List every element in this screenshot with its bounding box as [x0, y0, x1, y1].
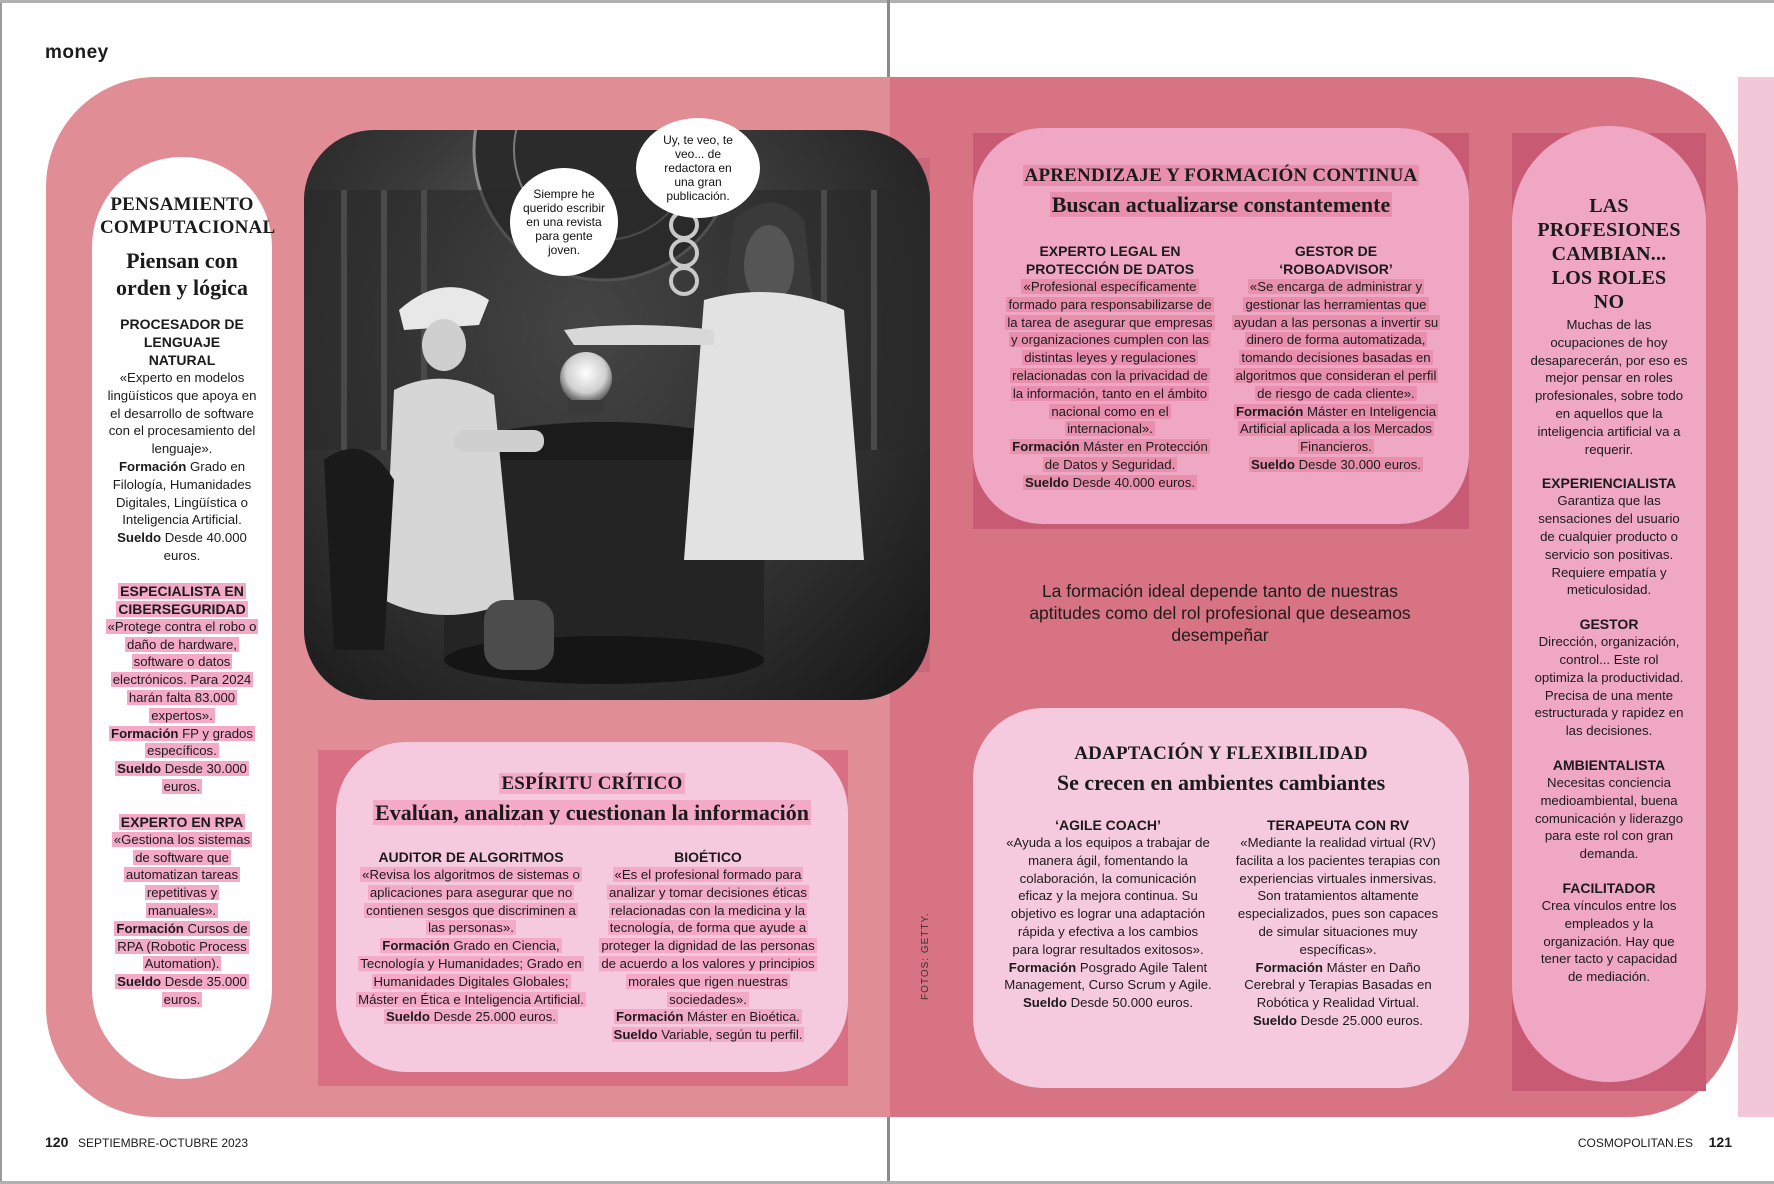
role-sueldo: Sueldo Desde 25.000 euros. [385, 1009, 557, 1025]
adaptacion-panel [973, 708, 1469, 1088]
role-formacion: Formación Posgrado Agile Talent Management, Curso Scrum y Agile. [1004, 959, 1212, 993]
profesiones-intro: Muchas de las ocupaciones de hoy desaparecerán, por eso es mejor pensar en roles profesionales, sobre todo en aquellos que la inteligencia artificial va a requerir. [1530, 317, 1688, 457]
role-sueldo: Sueldo Desde 40.000 euros. [1024, 474, 1196, 490]
pensamiento-panel [92, 157, 276, 1079]
role-name: ‘AGILE COACH’ [1055, 817, 1161, 833]
footer-right [1578, 1134, 1732, 1150]
role-formacion: Formación Cursos de RPA (Robotic Process Automation). [116, 920, 248, 972]
role-name: BIOÉTICO [674, 849, 742, 865]
role-formacion: Formación Máster en Daño Cerebral y Terapias Basadas en Robótica y Realidad Virtual. [1244, 959, 1432, 1011]
role-name: ESPECIALISTA EN CIBERSEGURIDAD [118, 582, 246, 617]
role-sueldo: Sueldo Desde 30.000 euros. [117, 761, 247, 794]
section-label: money [45, 42, 109, 63]
speech-bubble-right: Uy, te veo, te veo... de redactora en una gran publicación. [636, 118, 760, 218]
role-formacion: Formación Máster en Inteligencia Artificial aplicada a los Mercados Financieros. [1235, 403, 1437, 455]
role-description: «Es el profesional formado para analizar y tomar decisiones éticas relacionadas con la medicina y la tecnología, de forma que ayude a proteger la dignidad de las personas de acuerdo a los valores y principios morales que rigen nuestras sociedades». [601, 867, 815, 1007]
right-edge-strip [1738, 77, 1774, 1117]
role-name: FACILITADOR [1562, 879, 1656, 896]
aprendizaje-panel [973, 128, 1469, 524]
role-description: «Gestiona los sistemas de software que automatizan tareas repetitivas y manuales». [113, 831, 251, 918]
aprendizaje-subtitle: Buscan actualizarse constantemente [1051, 192, 1391, 217]
espiritu-subtitle: Evalúan, analizan y cuestionan la información [375, 800, 809, 825]
adaptacion-subtitle: Se crecen en ambientes cambiantes [1056, 770, 1386, 795]
site-name: COSMOPOLITAN.ES [1577, 1136, 1694, 1150]
role-name: PROCESADOR DE LENGUAJE NATURAL [120, 316, 244, 368]
role-description: Garantiza que las sensaciones del usuario de cualquier producto o servicio son positivas. Requiere empatía y meticulosidad. [1538, 493, 1680, 598]
role-block [1520, 615, 1698, 740]
adaptacion-title: ADAPTACIÓN Y FLEXIBILIDAD [1074, 743, 1368, 764]
footer-left [45, 1134, 248, 1150]
role-sueldo: Sueldo Desde 50.000 euros. [1022, 995, 1194, 1011]
role-name: AUDITOR DE ALGORITMOS [378, 849, 564, 865]
role-description: «Se encarga de administrar y gestionar las herramientas que ayudan a las personas a invertir su dinero de forma automatizada, tomando decisiones basadas en algoritmos que consideran el perfil de riesgo de cada cliente». [1233, 279, 1439, 401]
role-description: «Experto en modelos lingüísticos que apoya en el desarrollo de software con el procesamiento del lenguaje». [107, 370, 257, 457]
profesiones-panel [1512, 126, 1706, 1082]
pensamiento-subtitle: Piensan con orden y lógica [116, 248, 248, 300]
role-formacion: Formación Grado en Filología, Humanidades Digitales, Lingüística o Inteligencia Artificial. [112, 458, 252, 528]
role-name: GESTOR DE ‘ROBOADVISOR’ [1279, 243, 1393, 277]
role-sueldo: Sueldo Desde 35.000 euros. [117, 974, 247, 1007]
role-name: GESTOR [1579, 616, 1639, 633]
espiritu-panel [336, 742, 848, 1072]
role-formacion: Formación FP y grados específicos. [111, 725, 253, 759]
role-sueldo: Sueldo Desde 25.000 euros. [1252, 1012, 1424, 1028]
role-description: Necesitas conciencia medioambiental, buena comunicación y liderazgo para este rol con gran demanda. [1534, 774, 1684, 862]
role-block [98, 582, 266, 796]
page-edge-left [0, 0, 2, 1184]
aprendizaje-title: APRENDIZAJE Y FORMACIÓN CONTINUA [1024, 165, 1418, 186]
role-name: AMBIENTALISTA [1552, 756, 1666, 773]
pensamiento-title: PENSAMIENTO COMPUTACIONAL [100, 194, 276, 238]
role-description: Crea vínculos entre los empleados y la organización. Hay que tener tacto y capacidad de mediación. [1540, 897, 1678, 985]
role-block [1520, 756, 1698, 863]
role-description: «Profesional específicamente formado para responsabilizarse de la tarea de asegurar que empresas y organizaciones cumplen con las distintas leyes y regulaciones relacionadas con la privacidad de la información, tanto en el ámbito nacional como en el internacional». [1007, 279, 1213, 437]
role-description: «Ayuda a los equipos a trabajar de manera ágil, fomentando la colaboración, la comunicación eficaz y la mejora continua. Su objetivo es lograr una adaptación rápida y efectiva a los cambios para lograr resultados exitosos». [1006, 835, 1210, 957]
photo-credit: FOTOS: GETTY. [920, 912, 931, 1000]
role-description: «Mediante la realidad virtual (RV) facilita a los pacientes terapias con experiencias virtuales inmersivas. Son tratamientos altamente especializados, pues son capaces de simular situaciones muy específicas». [1235, 835, 1441, 957]
espiritu-title: ESPÍRITU CRÍTICO [501, 773, 683, 794]
role-name: TERAPEUTA CON RV [1266, 817, 1410, 833]
role-description: «Protege contra el robo o daño de hardware, software o datos electrónicos. Para 2024 harán falta 83.000 expertos». [107, 618, 257, 723]
role-description: Dirección, organización, control... Este rol optimiza la productividad. Precisa de una mente estructurada y rapidez en las decisiones. [1534, 634, 1684, 739]
pull-quote: La formación ideal depende tanto de nuestras aptitudes como del rol profesional que deseamos desempeñar [1029, 581, 1411, 645]
role-name: EXPERTO EN RPA [120, 813, 244, 830]
role-sueldo: Sueldo Desde 40.000 euros. [117, 530, 247, 563]
page-number-right: 121 [1708, 1134, 1732, 1150]
role-name: EXPERTO LEGAL EN PROTECCIÓN DE DATOS [1025, 243, 1195, 277]
role-formacion: Formación Grado en Ciencia, Tecnología y Humanidades; Grado en Humanidades Digitales Globales; Máster en Ética e Inteligencia Artificial. [358, 938, 584, 1007]
role-formacion: Formación Máster en Protección de Datos y Seguridad. [1012, 439, 1208, 472]
role-formacion: Formación Máster en Bioética. [616, 1009, 800, 1025]
page-number-left: 120 [45, 1134, 69, 1150]
speech-bubble-left: Siempre he querido escribir en una revista para gente joven. [510, 168, 618, 276]
role-sueldo: Sueldo Variable, según tu perfil. [613, 1027, 803, 1043]
issue-date: SEPTIEMBRE-OCTUBRE 2023 [77, 1136, 249, 1150]
profesiones-title: LAS PROFESIONES CAMBIAN... LOS ROLES NO [1537, 195, 1681, 313]
role-block [1520, 474, 1698, 599]
role-sueldo: Sueldo Desde 30.000 euros. [1250, 456, 1422, 472]
role-block [98, 315, 266, 565]
role-name: EXPERIENCIALISTA [1541, 475, 1677, 492]
role-description: «Revisa los algoritmos de sistemas o aplicaciones para asegurar que no contienen sesgos que discriminen a las personas». [362, 867, 580, 936]
role-block [1520, 879, 1698, 986]
role-block [98, 813, 266, 1009]
